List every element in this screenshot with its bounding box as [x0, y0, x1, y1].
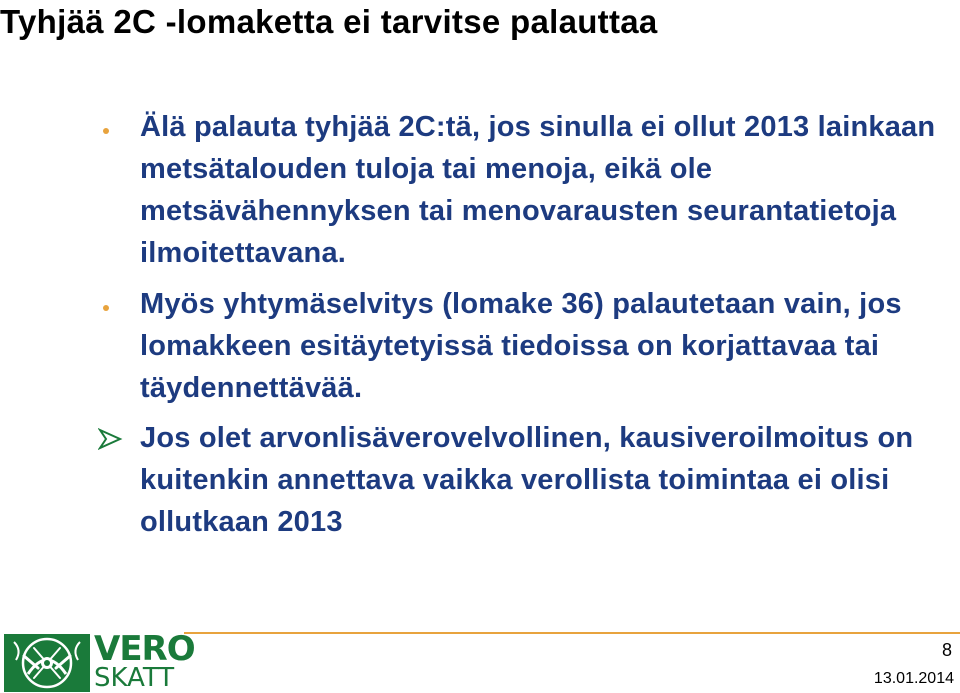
bullet-dot-icon: [103, 305, 109, 311]
slide-title: Tyhjää 2C -lomaketta ei tarvitse palauttaa: [0, 3, 658, 40]
bullet-item-3: [140, 417, 955, 543]
bullet-item-1: Älä palauta tyhjää 2C:tä, jos sinulla ei ollut 2013 lainkaan metsätalouden tuloja tai menoja, eikä ole metsävähennyksen tai menovarausten seurantatietoja ilmoitettavana.: [140, 111, 936, 269]
bullet-item-3-text: Jos olet arvonlisäverovelvollinen, kausiveroilmoitus on kuitenkin annettava vaikka verollista toimintaa ei olisi ollutkaan 2013: [140, 422, 914, 538]
logo-text-vero: VERO: [94, 629, 195, 669]
page-number: 8: [941, 640, 952, 660]
footer-divider: [184, 632, 960, 634]
bullet-item-2: Myös yhtymäselvitys (lomake 36) palautetaan vain, jos lomakkeen esitäytetyissä tiedoissa on korjattavaa tai täydennettävää.: [140, 288, 902, 404]
arrowhead-outline-icon: [98, 428, 124, 450]
logo-text-skatt: SKATT: [94, 663, 175, 693]
footer-date: 13.01.2014: [873, 670, 954, 687]
bullet-dot-icon: [103, 128, 109, 134]
